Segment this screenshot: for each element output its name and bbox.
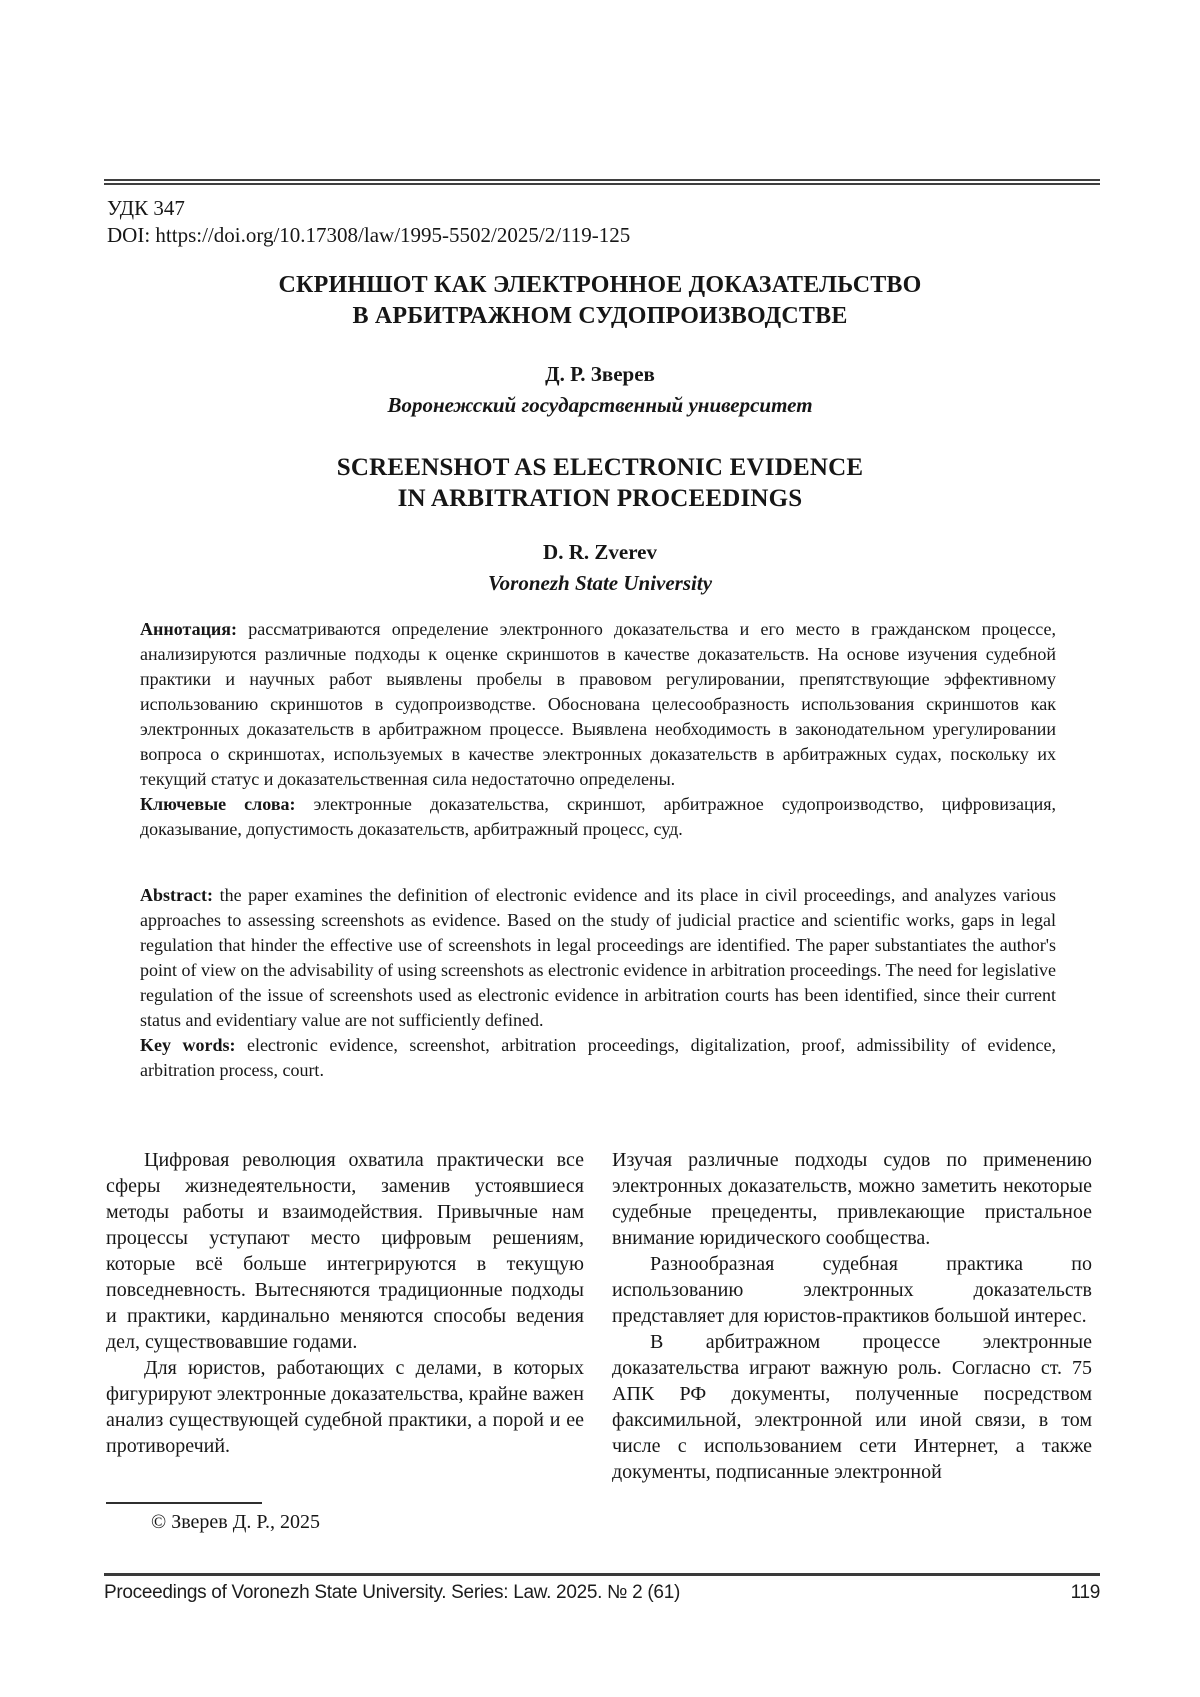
annotation-section (140, 617, 1056, 842)
affiliation-en: Voronezh State University (487, 571, 713, 595)
body-left-column (106, 1147, 584, 1459)
top-double-rule (104, 179, 1100, 185)
article-title-en: SCREENSHOT AS ELECTRONIC EVIDENCE IN ARBITRATION PROCEEDINGS (336, 454, 864, 512)
affiliation-ru: Воронежский государственный университет (387, 393, 813, 417)
keywords-en-text: electronic evidence, screenshot, arbitration proceedings, digitalization, proof, admissibility of evidence, arbitration process, court. (140, 1035, 1056, 1080)
abstract-text: the paper examines the definition of electronic evidence and its place in civil proceedings, and analyzes various approaches to assessing screenshots as evidence. Based on the study of judicial practice and scientific works, gaps in legal regulation that hinder the effective use of screenshots in legal proceedings are identified. The paper substantiates the author's point of view on the advisability of using screenshots as electronic evidence in arbitration proceedings. The need for legislative regulation of the issue of screenshots used as electronic evidence in arbitration courts has been identified, since their current status and evidentiary value are not sufficiently defined. (140, 885, 1056, 1030)
author-name-en: D. R. Zverev (543, 540, 657, 564)
body-right-column (612, 1147, 1092, 1485)
body-paragraph: Для юристов, работающих с делами, в которых фигурируют электронные доказательства, крайне важен анализ существующей судебной практики, а порой и ее противоречий. (106, 1357, 584, 1457)
keywords-en-label: Key words: (140, 1035, 236, 1055)
keywords-ru-paragraph (140, 792, 1056, 842)
copyright-line: © Зверев Д. Р., 2025 (151, 1511, 321, 1533)
body-paragraph: В арбитражном процессе электронные доказательства играют важную роль. Согласно ст. 75 АПК РФ документы, полученные посредством факсимильной, электронной или иной связи, в том числе с использованием сети Интернет, а также документы, подписанные электронной (612, 1331, 1092, 1483)
footer-page-number: 119 (1070, 1582, 1100, 1603)
keywords-en-paragraph (140, 1033, 1056, 1083)
body-paragraph: Изучая различные подходы судов по применению электронных доказательств, можно заметить некоторые судебные прецеденты, привлекающие пристальное внимание юридического сообщества. (612, 1149, 1092, 1249)
abstract-section (140, 883, 1056, 1083)
author-name-ru: Д. Р. Зверев (545, 362, 655, 386)
article-title-ru: СКРИНШОТ КАК ЭЛЕКТРОННОЕ ДОКАЗАТЕЛЬСТВО В АРБИТРАЖНОМ СУДОПРОИЗВОДСТВЕ (278, 272, 922, 329)
doi-line: DOI: https://doi.org/10.17308/law/1995-5502/2025/2/119-125 (107, 223, 631, 247)
annotation-label: Аннотация: (140, 619, 238, 639)
footer-journal-title: Proceedings of Voronezh State University. Series: Law. 2025. № 2 (61) (104, 1582, 680, 1603)
keywords-ru-label: Ключевые слова: (140, 794, 296, 814)
footnote-rule (106, 1502, 262, 1504)
abstract-paragraph (140, 883, 1056, 1033)
footer-rule (104, 1573, 1100, 1576)
page-footer (104, 1582, 1100, 1604)
annotation-text: рассматриваются определение электронного доказательства и его место в гражданском процессе, анализируются различные подходы к оценке скриншотов в качестве доказательств. На основе изучения судебной практики и научных работ выявлены пробелы в правовом регулировании, препятствующие эффективному использованию скриншотов в судопроизводстве. Обоснована целесообразность использования скриншотов как электронных доказательств в арбитражном процессе. Выявлена необходимость в законодательном урегулировании вопроса о скриншотах, используемых в качестве электронных доказательств в арбитражных судах, поскольку их текущий статус и доказательственная сила недостаточно определены. (140, 619, 1056, 789)
keywords-ru-text: электронные доказательства, скриншот, арбитражное судопроизводство, цифровизация, доказывание, допустимость доказательств, арбитражный процесс, суд. (140, 794, 1056, 839)
body-paragraph: Разнообразная судебная практика по использованию электронных доказательств представляет для юристов-практиков большой интерес. (612, 1253, 1092, 1327)
udc-code: УДК 347 (107, 196, 185, 220)
abstract-label: Abstract: (140, 885, 213, 905)
body-paragraph: Цифровая революция охватила практически все сферы жизнедеятельности, заменив устоявшиеся методы работы и взаимодействия. Привычные нам процессы уступают место цифровым решениям, которые всё больше интегрируются в текущую повседневность. Вытесняются традиционные подходы и практики, кардинально меняются способы ведения дел, существовавшие годами. (106, 1149, 584, 1353)
annotation-paragraph (140, 617, 1056, 792)
